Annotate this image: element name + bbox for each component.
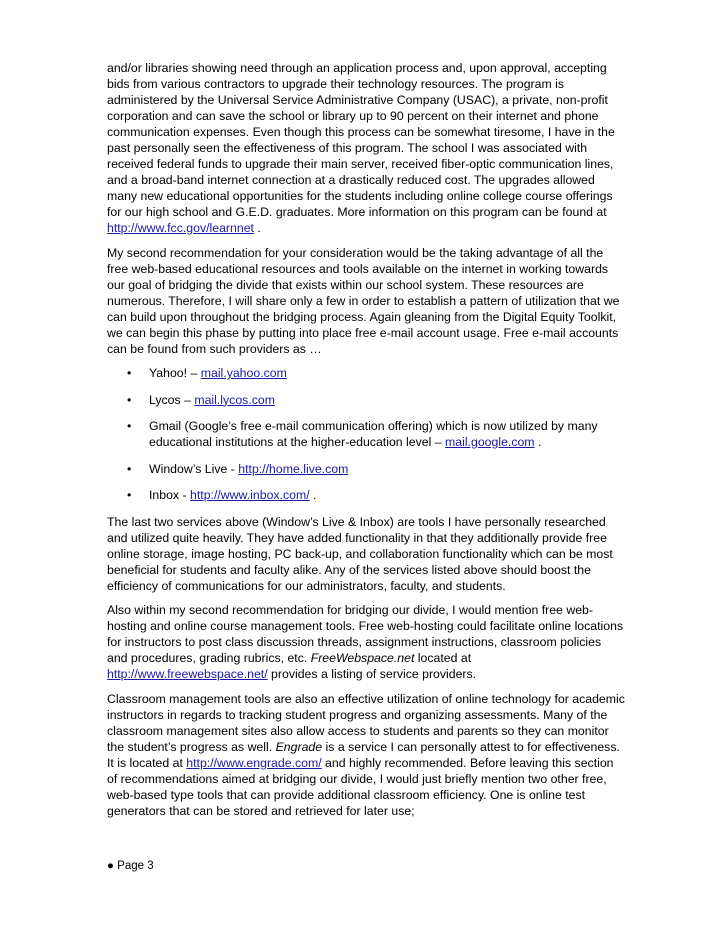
gmail-link[interactable]: mail.google.com [445, 435, 535, 449]
paragraph-second-recommendation: My second recommendation for your consideration would be the taking advantage of all the free web-based educational resources and tools available on the internet in working towards our goal of bridging the divide that exists within our school system. These resources are numerous. Therefore, I will share only a few in order to establish a pattern of utilization that we can build upon throughout the bridging process. Again gleaning from the Digital Equity Toolkit, we can begin this phase by putting into place free e-mail account usage. Free e-mail accounts can be found from such providers as … [107, 245, 620, 356]
paragraph-services-review: The last two services above (Window’s Live & Inbox) are tools I have personally researched and utilized quite heavily. They have added functionality in that they additionally provide free online storage, image hosting, PC back-up, and collaboration functionality which can be most beneficial for students and faculty alike. Any of the services listed above should boost the efficiency of communications for our administrators, faculty, and students. [107, 514, 613, 593]
email-provider-list [107, 365, 625, 503]
bullet-icon: • [127, 419, 132, 433]
footer-bullet-icon: ● [107, 860, 114, 872]
document-page [107, 60, 625, 827]
lycos-mail-link[interactable]: mail.lycos.com [194, 392, 275, 407]
freewebspace-link[interactable]: http://www.freewebspace.net/ [107, 667, 268, 681]
paragraph-text: and/or libraries showing need through an application process and, upon approval, accepting bids from various contractors to upgrade their technology resources. The program is administered by the Universal Service Administrative Company (USAC), a private, non-profit corporation and can save the school or library up to 90 percent on their internet and phone communication expenses. Even though this process can be somewhat tiresome, I have in the past personally seen the effectiveness of this program. The school I was associated with received federal funds to upgrade their main server, received fiber-optic communication lines, and a broad-band internet connection at a drastically reduced cost. The upgrades allowed many new educational opportunities for the students including online college course offerings for our high school and G.E.D. graduates. More information on this program can be found at [107, 61, 615, 219]
paragraph-classroom-management: Classroom management tools are also an effective utilization of online technology for academic instructors in regards to tracking student progress and organizing assessments. Many of the classroom management sites also allow access to students and parents so they can monitor the student’s progress as well. Engrade is a service I can personally attest to for effectiveness. It is located at http://www.engrade.com/ and highly recommended. Before leaving this section of recommendations aimed at bridging our divide, I would just briefly mention two other free, web-based type tools that can provide additional classroom efficiency. One is online test generators that can be stored and retrieved for later use; [107, 691, 625, 818]
engrade-name: Engrade [275, 739, 323, 754]
windows-live-link[interactable]: http://home.live.com [238, 461, 349, 476]
list-item: • Yahoo! – mail.yahoo.com [127, 366, 287, 380]
bullet-icon: • [127, 392, 132, 407]
paragraph-erate-program [107, 60, 625, 236]
bullet-icon: • [127, 461, 132, 476]
bullet-icon: • [127, 366, 132, 380]
paragraph-tail: . [253, 221, 261, 235]
bullet-icon: • [127, 488, 132, 502]
list-item: • Gmail (Google’s free e-mail communication offering) which is now utilized by many educational institutions at the higher-education level – mail.google.com . [127, 419, 598, 449]
yahoo-mail-link[interactable]: mail.yahoo.com [200, 366, 287, 380]
list-item: • Inbox - http://www.inbox.com/ . [127, 488, 317, 502]
list-item: • Window’s Live - http://home.live.com [127, 461, 349, 476]
freewebspace-name: FreeWebspace.net [310, 651, 415, 665]
engrade-link[interactable]: http://www.engrade.com/ [186, 755, 322, 770]
page-number: Page 3 [117, 860, 154, 872]
inbox-link[interactable]: http://www.inbox.com/ [190, 488, 310, 502]
list-item: • Lycos – mail.lycos.com [127, 392, 275, 407]
page-footer [107, 860, 154, 872]
fcc-learnnet-link[interactable]: http://www.fcc.gov/learnnet [107, 221, 254, 235]
paragraph-web-hosting: Also within my second recommendation for bridging our divide, I would mention free web-hosting and online course management tools. Free web-hosting could facilitate online locations for instructors to post class discussion threads, assignment instructions, classroom policies and procedures, grading rubrics, etc. FreeWebspace.net located at http://www.freewebspace.net/ provides a listing of service providers. [107, 603, 624, 681]
